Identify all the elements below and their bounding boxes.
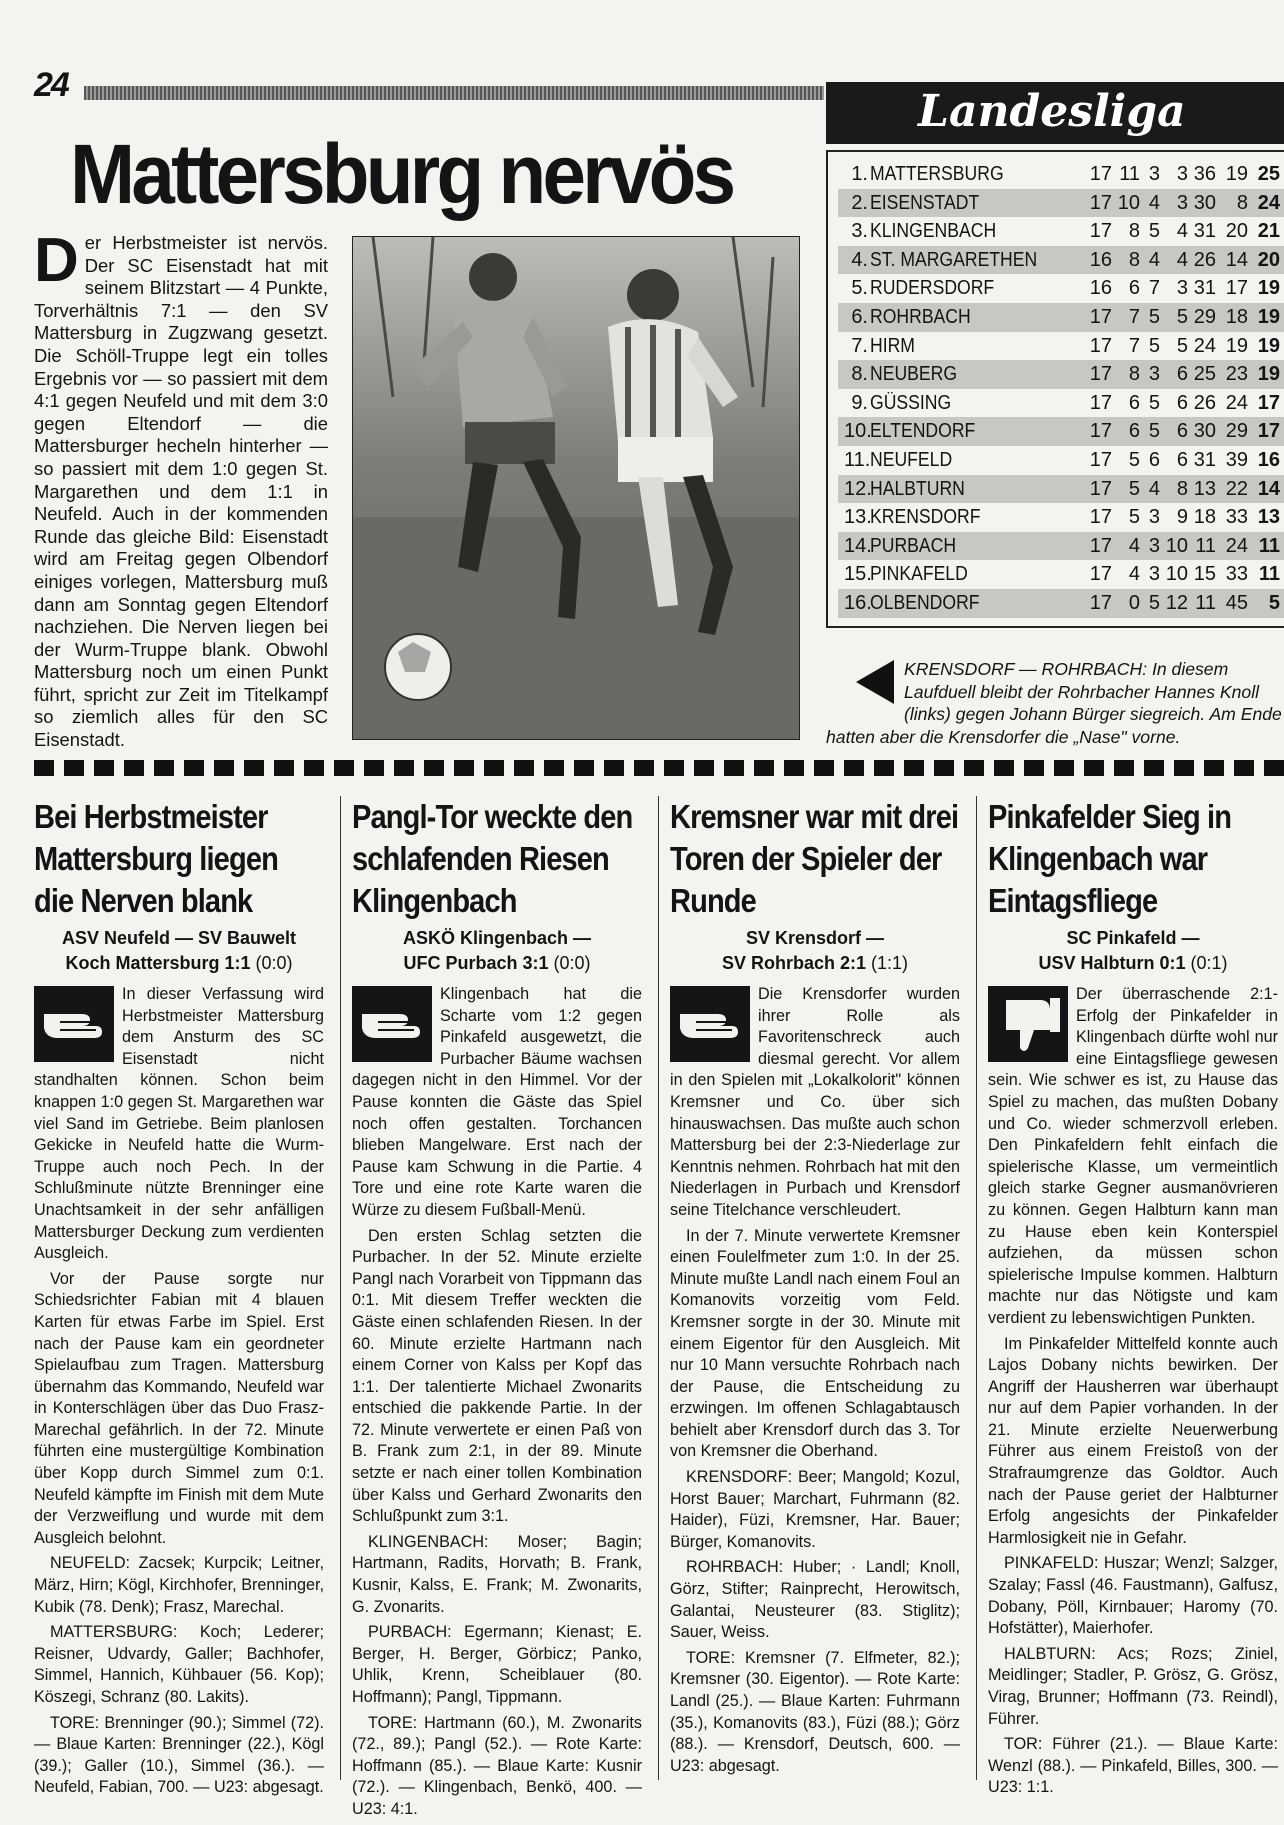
standings-ga: 17 [1225, 277, 1248, 300]
standings-l: 4 [1176, 220, 1188, 243]
standings-pts: 11 [1258, 563, 1280, 586]
column-divider [976, 796, 977, 1780]
report-paragraph-text: In dieser Verfassung wird Herbstmeister Mattersburg dem Ansturm des SC Eisenstadt nicht standhalten können. Schon beim knappen 1:0 gegen St. Margarethen war viel Sand im Getriebe. Beim planlosen Gekicke in Neufeld hatte die Wurm-Truppe auch noch Pech. In der Schlußminute nützte Brenninger eine Unachtsamkeit in der sehr anfälligen Mattersburger Deckung zum verdienten Ausgleich. [34, 985, 324, 1263]
standings-pts: 13 [1257, 506, 1280, 529]
standings-team: HIRM [870, 334, 915, 357]
standings-ga: 33 [1225, 506, 1248, 529]
standings-row [838, 589, 1284, 618]
standings-d: 6 [1148, 448, 1160, 471]
standings-row [838, 389, 1284, 418]
standings-w: 6 [1128, 391, 1140, 414]
report-paragraph-text: Die Krensdorfer wurden ihrer Rolle als Favoritenschreck auch diesmal gerecht. Vor allem in den Spielen mit „Lokalkolorit" können Kremsner und Co. über sich hinauswachsen. Das mußte auch schon Mattersburg bei der 2:3-Niederlage zur Kenntnis nehmen. Rohrbach hat mit den Niederlagen in Purbach und Krensdorf seine Titelchance verschleudert. [670, 985, 960, 1219]
thumb-sideways-icon [670, 986, 750, 1062]
standings-w: 7 [1128, 305, 1140, 328]
standings-games: 17 [1089, 391, 1112, 414]
standings-games: 17 [1089, 191, 1112, 214]
standings-team: MATTERSBURG [870, 163, 1004, 185]
report-paragraph: MATTERSBURG: Koch; Lederer; Reisner, Udvardy, Galler; Bachhofer, Simmel, Hannich, Kühbauer (56. Kop); Köszegi, Schranz (80. Lakits). [34, 1623, 324, 1706]
report-paragraph [670, 984, 960, 1222]
report-paragraph: ROHRBACH: Huber; · Landl; Knoll, Görz, Stifter; Rainprecht, Herowitsch, Galantai, Neusteurer (83. Stiglitz); Sauer, Weiss. [670, 1558, 960, 1642]
standings-gf: 15 [1193, 563, 1216, 586]
lead-article [34, 226, 328, 752]
standings-ga: 29 [1225, 420, 1248, 443]
standings-gf: 31 [1193, 220, 1216, 243]
report-paragraph: KLINGENBACH: Moser; Bagin; Hartmann, Radits, Horvath; B. Frank, Kusnir, Kalss, E. Frank; M. Zwonarits, G. Zvonarits. [352, 1532, 642, 1616]
match-teams: ASKÖ Klingenbach — [402, 928, 591, 948]
standings-rank: 12. [844, 477, 872, 500]
report-paragraph: TORE: Hartmann (60.), M. Zwonarits (72., 89.); Pangl (52.). — Rote Karte: Hoffmann (85.). — Blaue Karte: Kusnir (72.). — Klingenbach, Benkö, 400. — U23: 4:1. [352, 1713, 642, 1818]
standings-pts: 19 [1257, 363, 1280, 386]
standings-row [838, 332, 1284, 361]
standings-row [838, 532, 1284, 561]
match-score-line [34, 951, 324, 976]
standings-games: 17 [1089, 477, 1112, 500]
standings-pts: 20 [1257, 248, 1280, 271]
match-result [670, 926, 960, 976]
report-column-4 [988, 796, 1278, 1803]
match-teams: SC Pinkafeld — [1066, 928, 1200, 948]
standings-d: 5 [1148, 305, 1160, 328]
match-score-line [670, 951, 960, 976]
match-photo [352, 236, 800, 740]
standings-team: HALBTURN [870, 477, 965, 500]
standings-w: 5 [1128, 477, 1140, 500]
standings-rank: 9. [851, 391, 868, 414]
standings-pts: 11 [1258, 534, 1280, 557]
standings-games: 17 [1089, 448, 1112, 471]
report-body [988, 984, 1278, 1799]
standings-w: 8 [1128, 248, 1140, 271]
report-column-2 [352, 796, 642, 1825]
standings-gf: 36 [1193, 163, 1216, 185]
match-result [34, 926, 324, 976]
standings-pts: 5 [1268, 591, 1280, 614]
standings-ga: 18 [1225, 305, 1248, 328]
standings-d: 5 [1148, 334, 1160, 357]
match-result [352, 926, 642, 976]
standings-pts: 17 [1257, 391, 1280, 414]
standings-w: 6 [1128, 420, 1140, 443]
report-paragraph: PURBACH: Egermann; Kienast; E. Berger, H. Berger, Görbicz; Panko, Uhlik, Krenn, Scheiblauer (80. Hoffmann); Pangl, Tippmann. [352, 1623, 642, 1706]
standings-ga: 14 [1225, 248, 1248, 271]
standings-l: 6 [1176, 448, 1188, 471]
standings-l: 9 [1176, 506, 1188, 529]
standings-gf: 25 [1193, 363, 1216, 386]
standings-ga: 33 [1225, 563, 1248, 586]
match-score: USV Halbturn 0:1 [1038, 953, 1186, 973]
standings-team: NEUFELD [870, 448, 953, 471]
match-score-line [352, 951, 642, 976]
report-paragraph: Den ersten Schlag setzten die Purbacher. In der 52. Minute erzielte Pangl nach Vorarbeit von Tippmann das 0:1. Mit diesem Treffer weckten die Gäste einen schlafenden Riesen. In der 60. Minute erzielte Hartmann nach einem Corner von Kalss per Kopf das 1:1. Der talentierte Michael Zwonarits entschied die pakkende Partie. In der 72. Minute verwertete er einen Paß von B. Frank zum 2:1, in der 89. Minute setzte er nach einer tollen Kombination über Kalss und Gerhard Zwonarits den Schlußpunkt zum 3:1. [352, 1226, 642, 1526]
standings-rank: 4. [851, 248, 868, 271]
standings-team: RUDERSDORF [870, 277, 995, 300]
standings-ga: 24 [1225, 534, 1248, 557]
standings-d: 3 [1148, 534, 1160, 557]
standings-pts: 19 [1257, 334, 1280, 357]
standings-row [838, 217, 1284, 246]
standings-rank: 15. [844, 563, 872, 586]
match-result [988, 926, 1278, 976]
standings-row [838, 160, 1284, 189]
standings-rank: 10. [844, 420, 872, 443]
standings-rank: 13. [844, 506, 872, 529]
standings-row [838, 274, 1284, 303]
standings-d: 3 [1148, 163, 1160, 185]
football-photo-illustration [353, 237, 799, 739]
thumb-sideways-icon [352, 986, 432, 1062]
standings-ga: 23 [1225, 363, 1248, 386]
standings-d: 5 [1148, 420, 1160, 443]
standings-team: KRENSDORF [870, 506, 981, 529]
report-paragraph: TOR: Führer (21.). — Blaue Karte: Wenzl (88.). — Pinkafeld, Billes, 300. — U23: 1:1. [988, 1735, 1278, 1797]
standings-pts: 14 [1257, 477, 1280, 500]
standings-d: 3 [1148, 363, 1160, 386]
report-body [670, 984, 960, 1777]
section-separator [34, 760, 1284, 776]
standings-w: 10 [1117, 191, 1140, 214]
standings-ga: 39 [1225, 448, 1248, 471]
standings-gf: 18 [1193, 506, 1216, 529]
standings-gf: 13 [1193, 477, 1216, 500]
standings-games: 17 [1089, 334, 1112, 357]
halftime-score: (1:1) [871, 953, 909, 973]
standings-ga: 45 [1225, 591, 1248, 614]
standings-row [838, 560, 1284, 589]
standings-games: 17 [1089, 163, 1112, 185]
standings-l: 10 [1165, 563, 1188, 586]
standings-team: PINKAFELD [870, 563, 968, 586]
report-paragraph [34, 984, 324, 1265]
standings-d: 5 [1148, 391, 1160, 414]
standings-l: 6 [1176, 420, 1188, 443]
drop-cap: D [34, 226, 79, 295]
standings-gf: 31 [1193, 277, 1216, 300]
standings-l: 5 [1176, 334, 1188, 357]
standings-pts: 17 [1257, 420, 1280, 443]
standings-gf: 31 [1193, 448, 1216, 471]
standings-l: 3 [1176, 163, 1188, 185]
report-paragraph [352, 984, 642, 1222]
standings-rank: 2. [851, 191, 868, 214]
report-paragraph: In der 7. Minute verwertete Kremsner einen Foulelfmeter zum 1:0. In der 25. Minute mußte Landl nach einem Foul an Komanovits vorzeitig vom Feld. Kremsner sorgte in der 30. Minute mit einem Eigentor für den Ausgleich. Mit nur 10 Mann versuchte Rohrbach nach der Pause, die Entscheidung zu erzwingen. Im offenen Schlagabtausch behielt aber Krensdorf durch das 3. Tor von Kremsner die Oberhand. [670, 1226, 960, 1461]
standings-w: 11 [1119, 163, 1140, 185]
standings-row [838, 246, 1284, 275]
match-teams: ASV Neufeld — SV Bauwelt [61, 928, 297, 948]
standings-l: 10 [1165, 534, 1188, 557]
report-paragraph: Vor der Pause sorgte nur Schiedsrichter Fabian mit 4 blauen Karten für etwas Farbe im Spiel. Erst nach der Pause kam ein geordneter Spielaufbau zum Tragen. Mattersburg übernahm das Kommando, Neufeld war in Konterschlägen über das Duo Frasz-Marechal gefährlich. In der 72. Minute führten eine mustergültige Kombination über Kopp durch Simmel zum 0:1. Neufeld kämpfte im Finish mit dem Mute der Verzweiflung und wurde mit dem Ausgleich belohnt. [34, 1269, 324, 1547]
standings-gf: 29 [1193, 305, 1216, 328]
standings-row [838, 189, 1284, 218]
halftime-score: (0:0) [255, 953, 293, 973]
standings-ga: 19 [1225, 334, 1248, 357]
standings-games: 17 [1089, 363, 1112, 386]
standings-d: 5 [1148, 591, 1160, 614]
standings-pts: 21 [1257, 220, 1280, 243]
standings-rank: 7. [851, 334, 868, 357]
section-banner: Landesliga [826, 82, 1284, 144]
halftime-score: (0:1) [1190, 953, 1228, 973]
standings-games: 17 [1089, 220, 1112, 243]
report-column-1 [34, 796, 324, 1803]
report-paragraph: NEUFELD: Zacsek; Kurpcik; Leitner, März, Hirn; Kögl, Kirchhofer, Brenninger, Kubik (78. Denk); Frasz, Marechal. [34, 1554, 324, 1616]
halftime-score: (0:0) [553, 953, 591, 973]
standings-ga: 22 [1225, 477, 1248, 500]
standings-w: 8 [1128, 220, 1140, 243]
standings-rank: 8. [851, 363, 868, 386]
standings-table [826, 150, 1284, 628]
match-score: UFC Purbach 3:1 [403, 953, 549, 973]
standings-ga: 8 [1236, 191, 1248, 214]
standings-l: 6 [1176, 391, 1188, 414]
standings-team: OLBENDORF [870, 591, 980, 614]
report-headline: Kremsner war mit drei Toren der Spieler der Runde [670, 798, 959, 919]
standings-row [838, 503, 1284, 532]
match-teams: SV Krensdorf — [745, 928, 885, 948]
standings-team: EISENSTADT [870, 191, 980, 214]
caption-arrow-icon [856, 660, 894, 704]
standings-gf: 24 [1193, 334, 1216, 357]
standings-team: KLINGENBACH [870, 220, 997, 243]
standings-games: 17 [1089, 305, 1112, 328]
standings-ga: 19 [1225, 163, 1248, 185]
report-column-3 [670, 796, 960, 1781]
standings-l: 6 [1176, 363, 1188, 386]
standings-d: 4 [1148, 477, 1160, 500]
standings-w: 4 [1128, 563, 1140, 586]
match-score-line [988, 951, 1278, 976]
standings-gf: 26 [1193, 391, 1216, 414]
standings-w: 0 [1128, 591, 1140, 614]
standings-team: PURBACH [870, 534, 957, 557]
standings-d: 7 [1148, 277, 1160, 300]
standings-l: 8 [1176, 477, 1188, 500]
standings-w: 4 [1128, 534, 1140, 557]
standings-ga: 20 [1225, 220, 1248, 243]
standings-games: 17 [1089, 534, 1112, 557]
standings-row [838, 303, 1284, 332]
standings-gf: 30 [1193, 420, 1216, 443]
standings-l: 12 [1165, 591, 1188, 614]
standings-rank: 5. [851, 277, 868, 300]
standings-gf: 26 [1193, 248, 1216, 271]
report-body [352, 984, 642, 1821]
report-headline: Bei Herbstmeister Mattersburg liegen die Nerven blank [34, 798, 278, 919]
standings-games: 17 [1089, 563, 1112, 586]
standings-w: 5 [1128, 506, 1140, 529]
report-paragraph: Im Pinkafelder Mittelfeld konnte auch Lajos Dobany nichts bewirken. Der Angriff der Hausherren war überhaupt nur auf dem Papier vorhanden. In der 21. Minute erzielte Neuerwerbung Führer aus einem Freistoß von der Strafraumgrenze das Goldtor. Auch nach der Pause geriet der Halbturner Erfolg angesichts der Pinkafelder Harmlosigkeit nie in Gefahr. [988, 1334, 1278, 1547]
report-paragraph-text: Der überraschende 2:1-Erfolg der Pinkafelder in Klingenbach dürfte wohl nur eine Eintagsfliege gewesen sein. Wie schwer es ist, zu Hause das Spiel zu machen, das mußten Dobany und Co. wieder schmerzvoll erleben. Den Pinkafeldern fehlt einfach die spielerische Klasse, um vermeintlich gleich starke Gegner ausmanövrieren zu können. Gegen Halbturn kann man zu Hause eben kein Konterspiel aufziehen, da müssen schon spielerische Impulse kommen. Halbturn machte nur das Nötigste und kam verdient zu lebenswichtigen Punkten. [988, 985, 1278, 1327]
standings-gf: 11 [1195, 591, 1216, 614]
standings-team: GÜSSING [870, 391, 952, 414]
report-paragraph: KRENSDORF: Beer; Mangold; Kozul, Horst Bauer; Marchart, Fuhrmann (82. Haider), Füzi, Kremsner, Har. Bauer; Bürger, Komanovits. [670, 1468, 960, 1551]
standings-games: 16 [1089, 248, 1112, 271]
column-divider [658, 796, 659, 1780]
report-headline: Pangl-Tor weckte den schlafenden Riesen Klingenbach [352, 798, 633, 919]
lead-text: er Herbstmeister ist nervös. Der SC Eisenstadt hat mit seinem Blitzstart — 4 Punkte, Torverhältnis 7:1 — den SV Mattersburg in Zugzwang gesetzt. Die Schöll-Truppe legt ein tolles Ergebnis vor — so passiert mit dem 4:1 gegen Neufeld und mit dem 3:0 gegen Eltendorf — die Mattersburger hecheln hinterher — so passiert mit dem 1:0 gegen St. Margarethen und dem 1:1 in Neufeld. Auch in der kommenden Runde das gleiche Bild: Eisenstadt wird am Freitag gegen Olbendorf einiges vorlegen, Mattersburg muß dann am Sonntag gegen Eltendorf nachziehen. Die Nerven liegen bei der Wurm-Truppe blank. Obwohl Mattersburg noch um einen Punkt führt, spricht zur Zeit im Titelkampf so ziemlich alles für den SC Eisenstadt. [34, 232, 328, 751]
standings-rank: 6. [851, 305, 868, 328]
report-paragraph: HALBTURN: Acs; Rozs; Ziniel, Meidlinger; Stadler, P. Grösz, G. Grösz, Virag, Brunner; Hoffmann (73. Reindl), Führer. [988, 1644, 1278, 1728]
standings-gf: 11 [1195, 534, 1216, 557]
standings-gf: 30 [1193, 191, 1216, 214]
standings-l: 3 [1176, 191, 1188, 214]
standings-team: ROHRBACH [870, 305, 971, 328]
standings-team: ST. MARGARETHEN [870, 248, 1038, 271]
standings-w: 8 [1128, 363, 1140, 386]
standings-games: 17 [1089, 420, 1112, 443]
standings-team: NEUBERG [870, 363, 958, 386]
report-paragraph: PINKAFELD: Huszar; Wenzl; Salzger, Szalay; Fassl (46. Faustmann), Galfusz, Dobany, Pöll, Kirnbauer; Haromy (70. Hofstätter), Maierhofer. [988, 1554, 1278, 1638]
standings-pts: 25 [1257, 163, 1280, 185]
standings-ga: 24 [1225, 391, 1248, 414]
standings-row [838, 475, 1284, 504]
standings-rank: 16. [844, 591, 872, 614]
standings-l: 4 [1176, 248, 1188, 271]
standings-games: 17 [1089, 591, 1112, 614]
standings-row [838, 417, 1284, 446]
main-headline: Mattersburg nervös [70, 127, 733, 221]
match-score: Koch Mattersburg 1:1 [65, 953, 251, 973]
standings-games: 17 [1089, 506, 1112, 529]
standings-pts: 19 [1257, 305, 1280, 328]
standings-rank: 14. [844, 534, 872, 557]
report-paragraph: TORE: Brenninger (90.); Simmel (72). — Blaue Karten: Brenninger (22.), Kögl (39.); Galler (10.), Simmel (36.). — Neufeld, Fabian, 700. — U23: abgesagt. [34, 1713, 324, 1797]
report-headline: Pinkafelder Sieg in Klingenbach war Eintagsfliege [988, 798, 1232, 919]
standings-rank: 1. [851, 163, 868, 185]
match-score: SV Rohrbach 2:1 [721, 953, 866, 973]
standings-d: 3 [1148, 506, 1160, 529]
page-number: 24 [34, 66, 68, 104]
thumbs-down-icon [988, 986, 1068, 1062]
standings-w: 6 [1128, 277, 1140, 300]
photo-caption [826, 658, 1284, 748]
standings-row [838, 446, 1284, 475]
standings-d: 3 [1148, 563, 1160, 586]
report-paragraph-text: Klingenbach hat die Scharte vom 1:2 gegen Pinkafeld ausgewetzt, die Purbacher Bäume wachsen dagegen nicht in den Himmel. Vor der Pause konnten die Gäste das Spiel noch offen gestalten. Torchancen blieben Mangelware. Erst nach der Pause kam Schwung in die Partie. 4 Tore und eine rote Karte waren die Würze zu diesem Fußball-Menü. [352, 985, 642, 1219]
standings-pts: 24 [1257, 191, 1280, 214]
standings-pts: 19 [1257, 277, 1280, 300]
standings-rank: 3. [851, 220, 868, 243]
photo-caption-text: KRENSDORF — ROHRBACH: In diesem Laufduell bleibt der Rohrbacher Hannes Knoll (links) gegen Johann Bürger siegreich. Am Ende hatten aber die Krensdorfer die „Nase" vorne. [826, 659, 1282, 747]
header-rule [84, 86, 824, 100]
standings-rank: 11. [844, 448, 871, 471]
standings-d: 4 [1148, 248, 1160, 271]
standings-pts: 16 [1257, 448, 1280, 471]
standings-d: 4 [1148, 191, 1160, 214]
report-paragraph [988, 984, 1278, 1330]
standings-row [838, 360, 1284, 389]
standings-l: 5 [1176, 305, 1188, 328]
report-body [34, 984, 324, 1799]
report-paragraph: TORE: Kremsner (7. Elfmeter, 82.); Kremsner (30. Eigentor). — Rote Karte: Landl (25.). — Blaue Karten: Fuhrmann (35.), Komanovits (83.), Füzi (88.); Görz (88.). — Krensdorf, Deutsch, 600. — U23: abgesagt. [670, 1648, 960, 1775]
standings-d: 5 [1148, 220, 1160, 243]
standings-l: 3 [1176, 277, 1188, 300]
standings-w: 5 [1128, 448, 1140, 471]
standings-w: 7 [1128, 334, 1140, 357]
thumb-sideways-icon [34, 986, 114, 1062]
column-divider [340, 796, 341, 1780]
standings-games: 16 [1089, 277, 1112, 300]
standings-team: ELTENDORF [870, 420, 976, 443]
